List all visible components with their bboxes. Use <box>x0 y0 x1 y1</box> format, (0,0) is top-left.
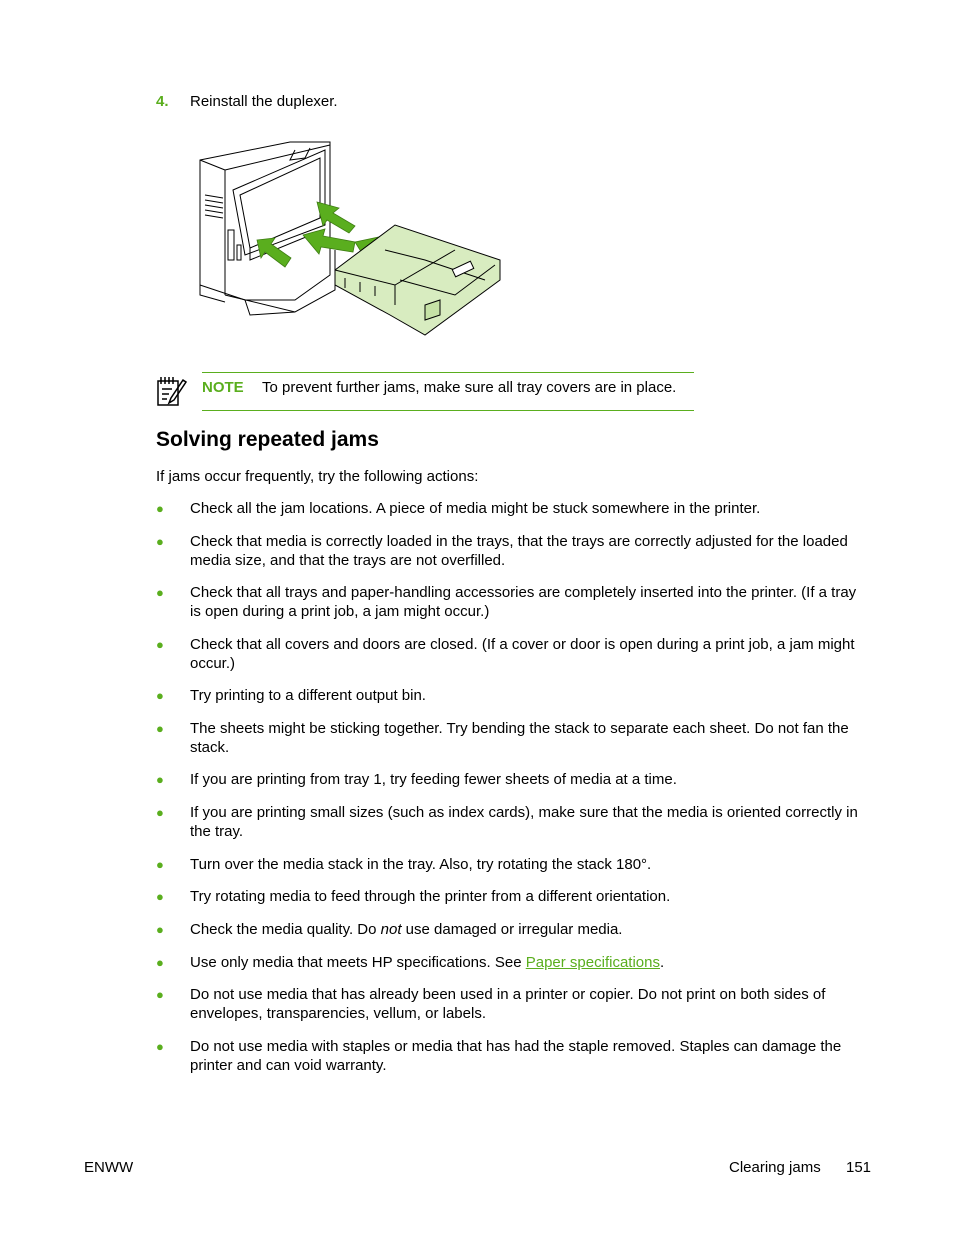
step-number: 4. <box>156 93 169 110</box>
bullet-emphasis: not <box>380 921 402 938</box>
bullet-item: Turn over the media stack in the tray. Also, try rotating the stack 180°. <box>190 856 652 873</box>
bullet-item <box>190 920 858 939</box>
printer-duplexer-illustration <box>195 130 505 342</box>
footer-left: ENWW <box>84 1159 134 1176</box>
bullet-text-part: Check the media quality. Do <box>190 921 381 938</box>
paper-specifications-link[interactable]: Paper specifications <box>525 954 660 971</box>
bullet-item <box>190 953 858 972</box>
bullet-item: Do not use media with staples or media that has had the staple removed. Staples can damage the printer and can void warranty. <box>190 1038 842 1074</box>
bullet-icon: ● <box>156 922 164 937</box>
note-text: To prevent further jams, make sure all tray covers are in place. <box>262 379 677 396</box>
footer-page-number: 151 <box>846 1159 872 1176</box>
bullet-item: The sheets might be sticking together. Try bending the stack to separate each sheet. Do not fan the stack. <box>190 720 849 756</box>
bullet-item: Check that media is correctly loaded in the trays, that the trays are correctly adjusted for the loaded media size, and that the trays are not overfilled. <box>190 533 848 569</box>
bullet-item: Do not use media that has already been used in a printer or copier. Do not print on both sides of envelopes, transparencies, vellum, or labels. <box>190 986 826 1022</box>
bullet-item: Check that all covers and doors are closed. (If a cover or door is open during a print job, a jam might occur.) <box>190 636 855 672</box>
bullet-icon: ● <box>156 637 164 652</box>
bullet-icon: ● <box>156 721 164 736</box>
bullet-icon: ● <box>156 501 164 516</box>
bullet-icon: ● <box>156 772 164 787</box>
bullet-item: Try rotating media to feed through the printer from a different orientation. <box>190 888 671 905</box>
bullet-icon: ● <box>156 955 164 970</box>
bullet-icon: ● <box>156 688 164 703</box>
bullet-icon: ● <box>156 987 164 1002</box>
bullet-item: Check all the jam locations. A piece of media might be stuck somewhere in the printer. <box>190 500 761 517</box>
bullet-icon: ● <box>156 585 164 600</box>
bullet-icon: ● <box>156 889 164 904</box>
bullet-text-part: . <box>659 954 665 971</box>
note-box <box>202 372 694 411</box>
bullet-icon: ● <box>156 1039 164 1054</box>
bullet-icon: ● <box>156 805 164 820</box>
bullet-item: If you are printing from tray 1, try feeding fewer sheets of media at a time. <box>190 771 677 788</box>
bullet-item: Try printing to a different output bin. <box>190 687 426 704</box>
bullet-text-part: Use only media that meets HP specifications. See <box>190 954 526 971</box>
note-pad-icon <box>155 374 187 408</box>
footer-section: Clearing jams <box>729 1159 821 1176</box>
bullet-item: Check that all trays and paper-handling accessories are completely inserted into the printer. (If a tray is open during a print job, a jam might occur.) <box>190 584 857 620</box>
section-heading: Solving repeated jams <box>156 428 379 451</box>
note-label: NOTE <box>202 379 244 396</box>
bullet-icon: ● <box>156 857 164 872</box>
bullet-item: If you are printing small sizes (such as index cards), make sure that the media is oriented correctly in the tray. <box>190 804 858 840</box>
bullet-icon: ● <box>156 534 164 549</box>
section-intro: If jams occur frequently, try the following actions: <box>156 468 479 485</box>
step-text: Reinstall the duplexer. <box>190 93 338 110</box>
bullet-text-part: use damaged or irregular media. <box>401 921 623 938</box>
